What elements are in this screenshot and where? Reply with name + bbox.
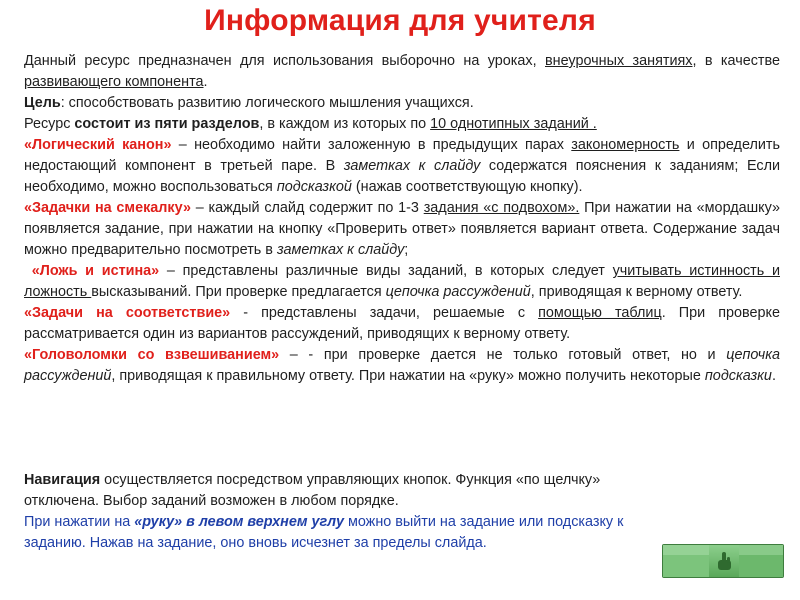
sections-paragraph: Ресурс состоит из пяти разделов, в каждом из которых по 10 однотипных заданий .: [24, 116, 597, 132]
section-logical-canon: «Логический канон» – необходимо найти заложенную в предыдущих парах закономерность и определить недостающий компонент в третьей паре. В заметках к слайду содержатся пояснения к заданиям; Если необходимо, можно воспользоваться подсказкой (нажав соответствующую кнопку).: [24, 137, 781, 195]
section-name: «Ложь и истина»: [31, 263, 160, 279]
button-left-segment: [663, 545, 709, 577]
navigation-label: Навигация: [24, 472, 101, 488]
section-matching-tasks: «Задачи на соответствие» - представлены задачи, решаемые с помощью таблиц. При проверке рассматривается один из вариантов рассуждений, приводящих к верному ответу.: [24, 305, 780, 342]
section-lie-and-truth: «Ложь и истина» – представлены различные виды заданий, в которых следует учитывать истинность и ложность высказываний. При проверке предлагается цепочка рассуждений, приводящая к верному ответу.: [24, 263, 780, 300]
section-wit-tasks: «Задачки на смекалку» – каждый слайд содержит по 1-3 задания «с подвохом». При нажатии на «мордашку» появляется задание, при нажатии на кнопку «Проверить ответ» появляется вариант ответа. Содержание задач можно предварительно посмотреть в заметках к слайду;: [24, 200, 780, 258]
hand-control-button[interactable]: [662, 544, 784, 578]
section-link-truth[interactable]: учитывать истинность и ложность: [24, 263, 780, 300]
intro-paragraph: Данный ресурс предназначен для использования выборочно на уроках, внеурочных занятиях, в качестве развивающего компонента.: [24, 53, 780, 90]
section-weighing-puzzles: «Головоломки со взвешиванием» – - при проверке дается не только готовый ответ, но и цепочка рассуждений, приводящая к правильному ответу. При нажатии на «руку» можно получить некоторые подсказки.: [24, 347, 780, 384]
intro-link-developing[interactable]: развивающего компонента: [24, 74, 204, 90]
button-gloss-icon: [739, 545, 783, 577]
section-name: «Головоломки со взвешиванием»: [24, 347, 280, 363]
teacher-info-body: [24, 51, 780, 387]
goal-paragraph: Цель: способствовать развитию логического мышления учащихся.: [24, 95, 474, 111]
hand-instruction-paragraph: При нажатии на «руку» в левом верхнем углу можно выйти на задание или подсказку к заданию. Нажав на задание, оно вновь исчезнет за пределы слайда.: [24, 514, 624, 551]
pointing-hand-icon: [709, 547, 739, 575]
navigation-note: [24, 470, 644, 554]
button-right-segment: [739, 545, 783, 577]
section-link-tables[interactable]: помощью таблиц: [538, 305, 662, 321]
goal-label: Цель: [24, 95, 61, 111]
section-name: «Задачки на смекалку»: [24, 200, 191, 216]
button-gloss-icon: [663, 545, 709, 577]
section-link-trick-tasks[interactable]: задания «с подвохом».: [423, 200, 580, 216]
sections-link-tasks[interactable]: 10 однотипных заданий .: [430, 116, 597, 132]
hand-glyph-icon: [712, 549, 736, 573]
section-name: «Задачи на соответствие»: [24, 305, 231, 321]
section-link-pattern[interactable]: закономерность: [571, 137, 680, 153]
intro-link-extracurricular[interactable]: внеурочных занятиях: [545, 53, 693, 69]
navigation-paragraph: Навигация осуществляется посредством управляющих кнопок. Функция «по щелчку» отключена. Выбор заданий возможен в любом порядке.: [24, 472, 601, 509]
section-name: «Логический канон»: [24, 137, 172, 153]
page-title: Информация для учителя: [204, 4, 596, 37]
